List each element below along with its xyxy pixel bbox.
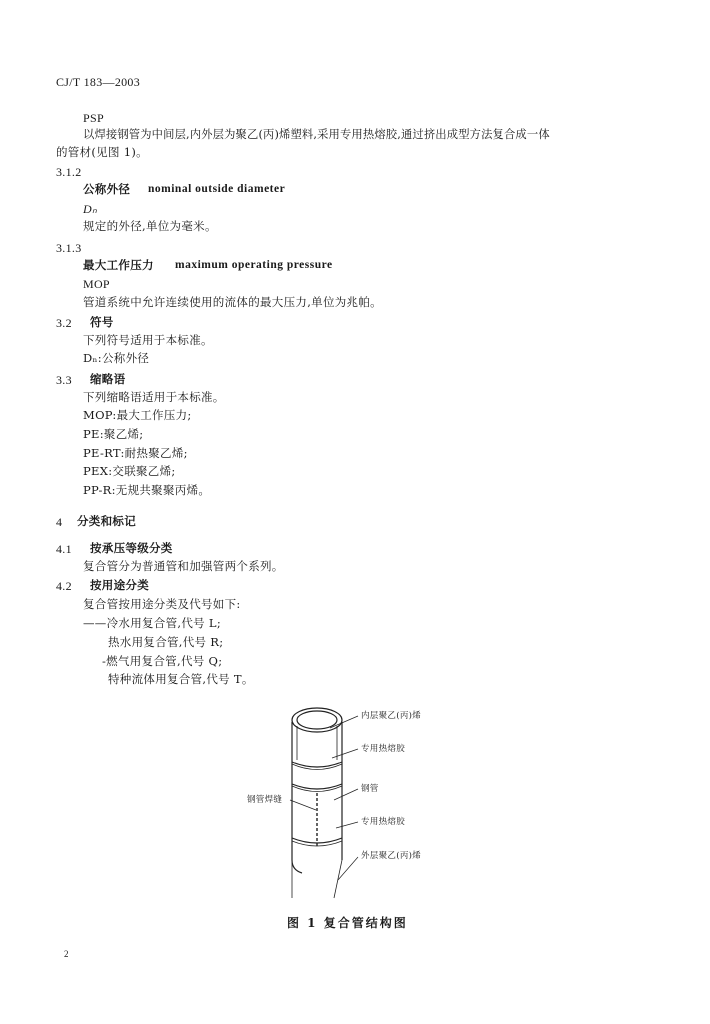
term-symbol: MOP [83, 277, 110, 291]
term-english: nominal outside diameter [148, 183, 286, 195]
list-item: 特种流体用复合管,代号 T。 [108, 672, 254, 686]
clause-number: 3.2 [56, 316, 72, 330]
term-abbreviation: PSP [83, 111, 104, 125]
abbreviation-entry: PE-RT:耐热聚乙烯; [83, 446, 188, 460]
abbreviation-entry: PEX:交联聚乙烯; [83, 464, 176, 478]
term-description: 规定的外径,单位为毫米。 [83, 219, 217, 233]
figure-label-weld-seam: 钢管焊缝 [247, 795, 283, 805]
clause-title: 按承压等级分类 [90, 541, 173, 555]
header-standard-code: CJ/T 183—2003 [56, 75, 141, 89]
clause-title: 按用途分类 [90, 578, 149, 592]
section-number: 4 [56, 515, 63, 529]
definition-line-2: 的管材(见图 1)。 [56, 145, 148, 159]
clause-number: 3.1.3 [56, 241, 82, 255]
term-description: 管道系统中允许连续使用的流体的最大压力,单位为兆帕。 [83, 295, 382, 309]
list-item: ——冷水用复合管,代号 L; [83, 616, 222, 630]
clause-number: 3.3 [56, 373, 72, 387]
page-number: 2 [64, 949, 69, 959]
abbreviation-entry: PE:聚乙烯; [83, 427, 144, 441]
figure-label-outer-layer: 外层聚乙(丙)烯 [361, 851, 422, 861]
clause-number: 3.1.2 [56, 165, 82, 179]
figure-label-steel-pipe: 钢管 [361, 784, 379, 794]
figure-caption: 图 1 复合管结构图 [287, 916, 408, 930]
term-english: maximum operating pressure [175, 259, 333, 271]
list-item: 热水用复合管,代号 R; [108, 635, 224, 649]
clause-text: 下列符号适用于本标准。 [83, 333, 213, 347]
figure-label-hotmelt-adhesive: 专用热熔胶 [361, 744, 406, 754]
clause-number: 4.2 [56, 579, 72, 593]
definition-line-1: 以焊接钢管为中间层,内外层为聚乙(丙)烯塑料,采用专用热熔胶,通过挤出成型方法复合成一体 [83, 128, 550, 141]
abbreviation-entry: MOP:最大工作压力; [83, 408, 192, 422]
term-chinese: 公称外径 [83, 182, 131, 196]
term-symbol: Dₙ [83, 202, 98, 216]
clause-title: 缩略语 [90, 372, 126, 386]
clause-text: 复合管按用途分类及代号如下: [83, 597, 241, 611]
section-title: 分类和标记 [77, 514, 136, 528]
clause-title: 符号 [90, 315, 114, 329]
list-item: -燃气用复合管,代号 Q; [102, 654, 223, 668]
clause-number: 4.1 [56, 542, 72, 556]
figure-label-hotmelt-adhesive: 专用热熔胶 [361, 817, 406, 827]
term-chinese: 最大工作压力 [83, 258, 154, 272]
abbreviation-entry: PP-R:无规共聚聚丙烯。 [83, 483, 211, 497]
figure-label-inner-layer: 内层聚乙(丙)烯 [361, 711, 422, 721]
clause-text: 复合管分为普通管和加强管两个系列。 [83, 559, 284, 573]
symbol-entry: Dₙ:公称外径 [83, 351, 150, 365]
clause-text: 下列缩略语适用于本标准。 [83, 390, 225, 404]
